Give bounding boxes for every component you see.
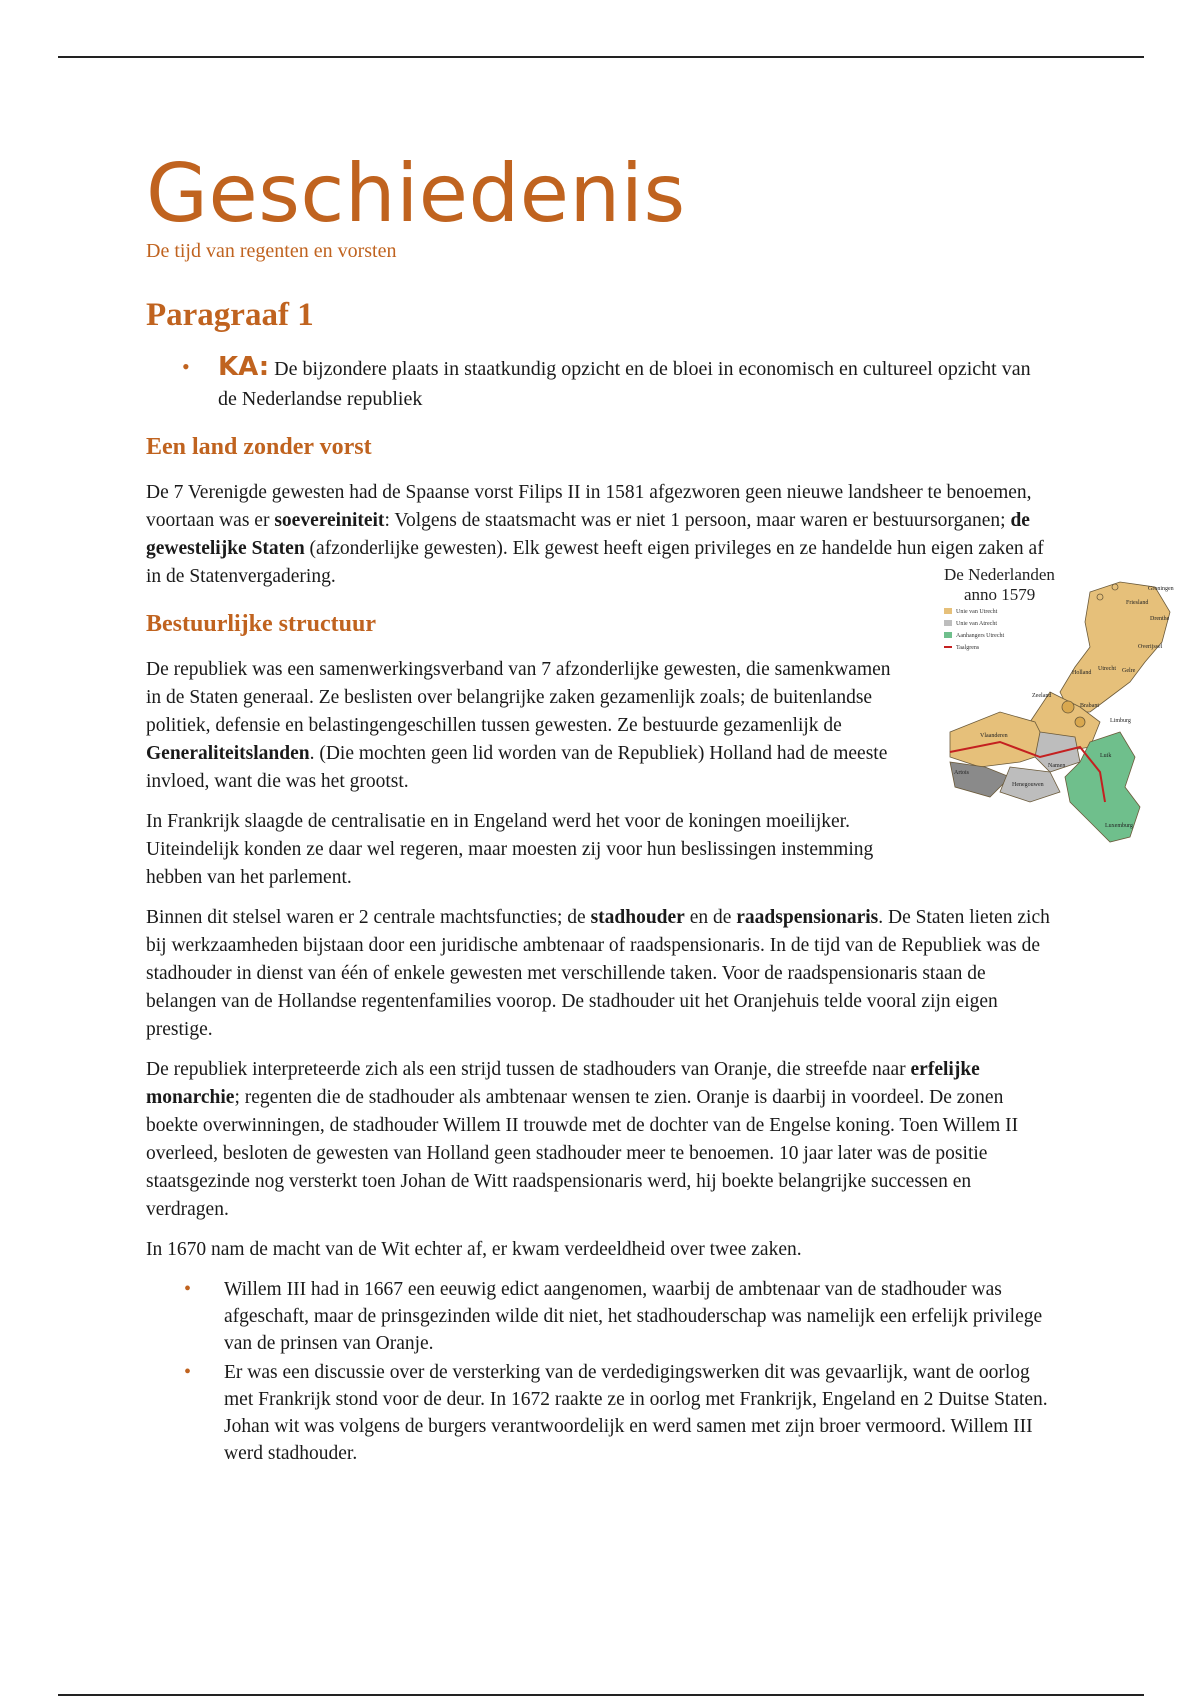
svg-text:Limburg: Limburg bbox=[1110, 718, 1131, 724]
list-item: • Willem III had in 1667 een eeuwig edict aangenomen, waarbij de ambtenaar van de stadhouder was afgeschaft, maar de prinsgezinden wilde dit niet, het stadhouderschap was namelijk een erfelijk privilege van de prinsen van Oranje. bbox=[184, 1278, 1043, 1354]
svg-text:Drenthe: Drenthe bbox=[1150, 616, 1170, 622]
section-heading-bestuurlijke-structuur: Bestuurlijke structuur bbox=[146, 611, 376, 637]
svg-text:Gelre: Gelre bbox=[1122, 668, 1136, 674]
map-title-line1: De Nederlanden bbox=[944, 565, 1055, 584]
svg-text:Artois: Artois bbox=[954, 770, 969, 776]
document-body bbox=[146, 140, 1051, 1469]
section1-paragraph: De 7 Verenigde gewesten had de Spaanse vorst Filips II in 1581 afgezworen geen nieuwe landsheer te benoemen, voortaan was er soevereiniteit: Volgens de staatsmacht was er niet 1 persoon, maar waren er bestuursorganen; de gewestelijke Staten (afzonderlijke gewesten). Elk gewest heeft eigen privileges en ze handelde hun eigen zaken af in de Statenvergadering. bbox=[146, 482, 1044, 587]
svg-text:Luxemburg: Luxemburg bbox=[1105, 823, 1133, 829]
section-heading-land-zonder-vorst: Een land zonder vorst bbox=[146, 434, 372, 460]
svg-text:Vlaanderen: Vlaanderen bbox=[980, 733, 1008, 739]
svg-text:Taalgrens: Taalgrens bbox=[956, 645, 980, 651]
bottom-rule bbox=[58, 1694, 1144, 1696]
svg-text:Holland: Holland bbox=[1072, 670, 1092, 676]
edict-list bbox=[146, 1276, 1051, 1467]
netherlands-1579-map bbox=[940, 562, 1180, 862]
svg-text:Groningen: Groningen bbox=[1148, 586, 1174, 592]
svg-text:Utrecht: Utrecht bbox=[1098, 666, 1116, 672]
svg-text:Namen: Namen bbox=[1048, 763, 1066, 769]
section2-paragraph-5: In 1670 nam de macht van de Wit echter af, er kwam verdeeldheid over twee zaken. bbox=[146, 1239, 802, 1260]
svg-text:Unie van Atrecht: Unie van Atrecht bbox=[956, 621, 997, 627]
svg-text:Henegouwen: Henegouwen bbox=[1012, 782, 1044, 788]
ka-text: De bijzondere plaats in staatkundig opzicht en de bloei in economisch en cultureel opzicht van de Nederlandse republiek bbox=[218, 358, 1031, 410]
bullet-icon: • bbox=[182, 354, 190, 379]
svg-text:Brabant: Brabant bbox=[1080, 703, 1099, 709]
ka-label: KA: bbox=[218, 352, 270, 382]
svg-text:Unie van Utrecht: Unie van Utrecht bbox=[956, 609, 998, 615]
ka-item bbox=[182, 352, 1051, 414]
svg-text:Friesland: Friesland bbox=[1126, 600, 1149, 606]
svg-text:Luik: Luik bbox=[1100, 753, 1112, 759]
bullet-icon: • bbox=[184, 1278, 192, 1300]
top-rule bbox=[58, 56, 1144, 58]
section2-paragraph-1: De republiek was een samenwerkingsverband van 7 afzonderlijke gewesten, die samenkwamen in de Staten generaal. Ze beslisten over belangrijke zaken gezamenlijk zoals; de buitenlandse politiek, defensie en belastingengeschillen tussen gewesten. Ze bestuurde gezamenlijk de Generaliteitslanden. (Die mochten geen lid worden van de Republiek) Holland had de meeste invloed, want die was het grootst. bbox=[146, 659, 891, 792]
bullet-icon: • bbox=[184, 1361, 192, 1383]
list-item: • Er was een discussie over de versterking van de verdedigingswerken dit was gevaarlijk, want de oorlog met Frankrijk stond voor de deur. In 1672 raakte ze in oorlog met Frankrijk, Engeland en 2 Duitse Staten. Johan wit was volgens de burgers verantwoordelijk en werd samen met zijn broer vermoord. Willem III werd stadhouder. bbox=[184, 1361, 1048, 1464]
document-subtitle: De tijd van regenten en vorsten bbox=[146, 240, 397, 262]
section2-paragraph-4: De republiek interpreteerde zich als een strijd tussen de stadhouders van Oranje, die streefde naar erfelijke monarchie; regenten die de stadhouder als ambtenaar wensen te zien. Oranje is daarbij in voordeel. De zonen boekte overwinningen, de stadhouder Willem II trouwde met de dochter van de Engelse koning. Toen Willem II overleed, besloten de gewesten van Holland geen stadhouder meer te benoemen. 10 jaar later was de positie staatsgezinde nog versterkt toen Johan de Witt raadspensionaris werd, hij boekte belangrijke successen en verdragen. bbox=[146, 1059, 1019, 1220]
map-title-line2: anno 1579 bbox=[964, 585, 1036, 604]
section2-paragraph-2: In Frankrijk slaagde de centralisatie en in Engeland werd het voor de koningen moeilijker. Uiteindelijk konden ze daar wel regeren, maar moesten zij voor hun beslissingen instemming hebben van het parlement. bbox=[146, 811, 874, 888]
svg-text:Zeeland: Zeeland bbox=[1032, 693, 1052, 699]
svg-text:Aanhangers Utrecht: Aanhangers Utrecht bbox=[956, 633, 1005, 639]
paragraph-heading: Paragraaf 1 bbox=[146, 297, 314, 333]
document-title: Geschiedenis bbox=[146, 147, 686, 240]
ka-list bbox=[146, 352, 1051, 414]
map-legend bbox=[944, 608, 1004, 651]
svg-text:Overijssel: Overijssel bbox=[1138, 644, 1163, 650]
section2-paragraph-3: Binnen dit stelsel waren er 2 centrale machtsfuncties; de stadhouder en de raadspensionaris. De Staten lieten zich bij werkzaamheden bijstaan door een juridische ambtenaar of raadspensionaris. In de tijd van de Republiek was de stadhouder in dienst van één of enkele gewesten met verschillende taken. Voor de raadspensionaris staan de belangen van de Hollandse regentenfamilies voorop. De stadhouder uit het Oranjehuis telde vooral zijn eigen prestige. bbox=[146, 907, 1050, 1040]
